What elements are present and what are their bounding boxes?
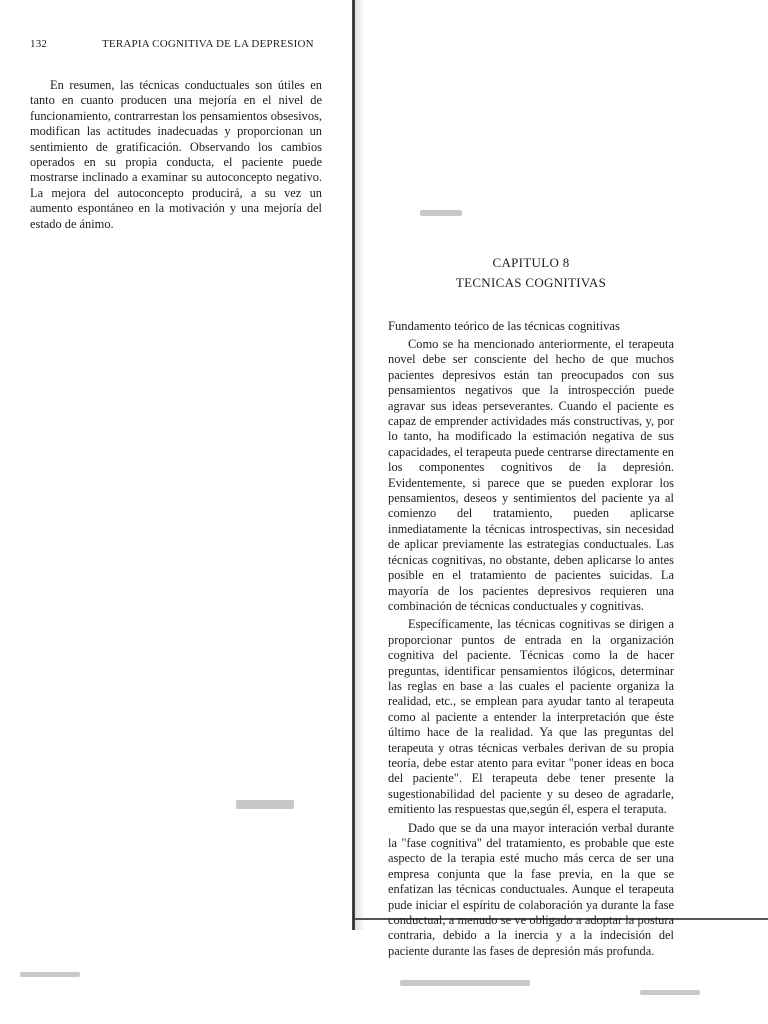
scan-speck — [640, 990, 700, 995]
right-page — [388, 255, 674, 962]
chapter-title: TECNICAS COGNITIVAS — [455, 275, 607, 290]
left-page — [30, 38, 322, 232]
spine-shadow — [355, 0, 365, 930]
page-number: 132 — [30, 38, 48, 50]
section-heading: Fundamento teórico de las técnicas cognitivas — [388, 319, 620, 333]
body-paragraph: Como se ha mencionado anteriormente, el terapeuta novel debe ser consciente del hecho de que muchos pacientes depresivos están tan preocupados con sus pensamientos negativos que la introspección puede agravar sus ideas perseverantes. Cuando el paciente es capaz de emprender actividades más constructivas, y, por lo tanto, ha modificado la estimación negativa de sus capacidades, el terapeuta puede centrarse directamente en los componentes cognitivos de la depresión. Evidentemente, si parece que se pueden explorar los pensamientos, deseos y sentimientos del paciente ya al comienzo del tratamiento, pueden aplicarse inmediatamente la técnicas introspectivas, sin necesidad de aplicar previamente las estrategias conductuales. Las técnicas cognitivas, no obstante, deben aplicarse lo antes posible en el tratamiento de pacientes suicidas. La mayoría de los pacientes depresivos requieren una combinación de técnicas conductuales y cognitivas. — [388, 337, 674, 613]
scan-speck — [20, 972, 80, 977]
running-head — [30, 38, 322, 50]
body-paragraph: Dado que se da una mayor interación verbal durante la "fase cognitiva" del tratamiento, es probable que este aspecto de la terapia esté mucho más cerca de ser una empresa conjunta que la fase previa, en la que se enfatizan las técnicas conductuales. Aunque el terapeuta pude iniciar el espíritu de colaboración ya durante la fase conductual, a menudo se ve obligado a adoptar la postura contraria, debido a la inercia y a la indecisión del paciente durante las fases de depresión más profunda. — [388, 820, 674, 958]
chapter-label: CAPITULO 8 — [492, 255, 570, 270]
body-paragraph: En resumen, las técnicas conductuales son útiles en tanto en cuanto producen una mejoría en el nivel de funcionamiento, contrarrestan los pensamientos obsesivos, modifican las actitudes inadecuadas y proporcionan un sentimiento de gratificación. Observando los cambios operados en su propia conducta, el paciente puede mostrarse inclinado a examinar su autoconcepto negativo. La mejora del autoconcepto producirá, a su vez un aumento espontáneo en la motivación y una mejoría del estado de ánimo. — [30, 78, 322, 231]
scan-speck — [236, 800, 294, 809]
scan-speck — [420, 210, 462, 216]
body-paragraph: Específicamente, las técnicas cognitivas se dirigen a proporcionar puntos de entrada en la organización cognitiva del paciente. Técnicas como la de hacer preguntas, identificar pensamientos ilógicos, determinar las reglas en base a las cuales el paciente organiza la realidad, etc., se emplean para ayudar tanto al terapeuta como al paciente a entender la interpretación que éste último hace de la realidad. Ya que las preguntas del terapeuta y otras técnicas verbales derivan de su propia teoría, debe estar atento para evitar "poner ideas en boca del paciente". El terapeuta debe tener presente la sugestionabilidad del paciente y su deseo de agradarle, emitiento las respuestas que,según él, espera el teraputa. — [388, 617, 674, 817]
running-title: TERAPIA COGNITIVA DE LA DEPRESION — [102, 38, 314, 50]
scan-speck — [400, 980, 530, 986]
